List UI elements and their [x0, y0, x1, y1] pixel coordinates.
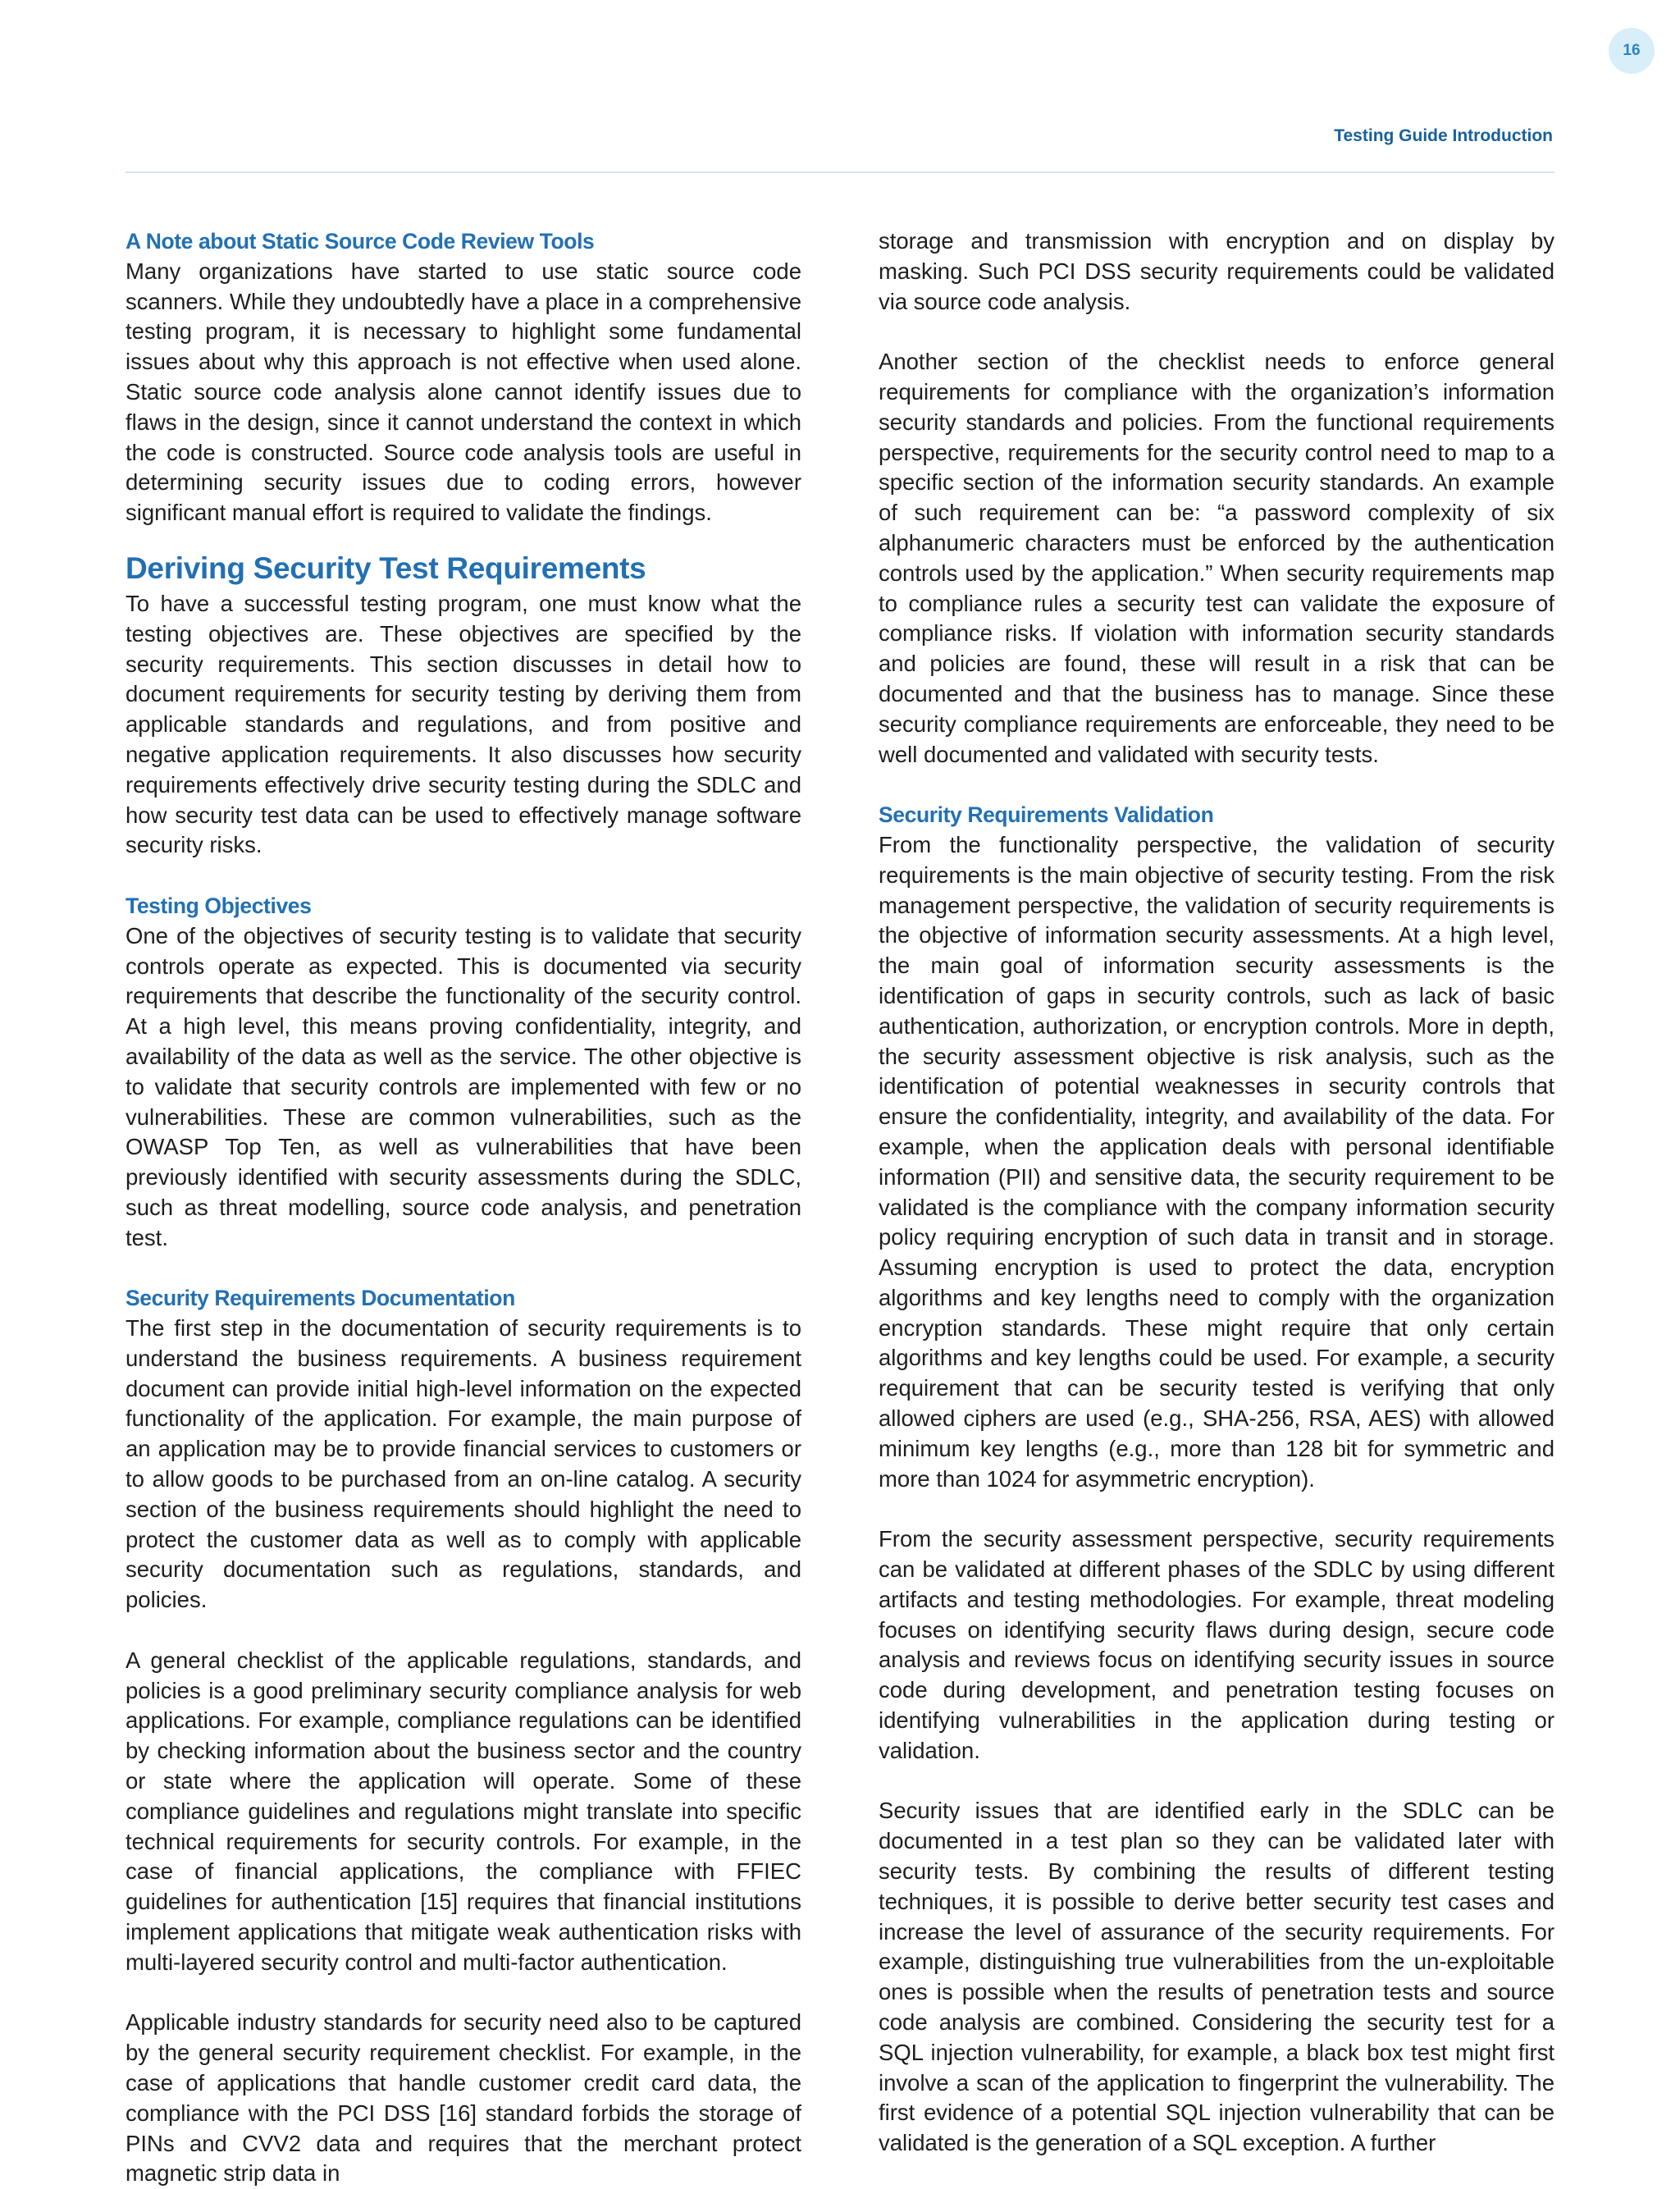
left-column — [126, 226, 801, 2189]
validation-paragraph-3: Security issues that are identified early in the SDLC can be documented in a test plan so they can be validated later with security tests. By combining the results of different testing techniques, it is possible to derive better security test cases and increase the level of assurance of the security requirements. For example, distinguishing true vulnerabilities from the un-exploitable ones is possible when the results of penetration tests and source code analysis are combined. Considering the security test for a SQL injection vulnerability, for example, a black box test might first involve a scan of the application to fingerprint the vulnerability. The first evidence of a potential SQL injection vulnerability that can be validated is the generation of a SQL exception. A further — [879, 1798, 1554, 2156]
continued-paragraph-1: storage and transmission with encryption and on display by masking. Such PCI DSS security requirements could be validated via source code analysis. — [879, 228, 1554, 314]
page-number-badge: 16 — [1609, 28, 1655, 74]
documentation-paragraph-2: A general checklist of the applicable regulations, standards, and policies is a good preliminary security compliance analysis for web applications. For example, compliance regulations can be identified by checking information about the business sector and the country or state where the application will operate. Some of these compliance guidelines and regulations might translate into specific technical requirements for security controls. For example, in the case of financial applications, the compliance with FFIEC guidelines for authentication [15] requires that financial institutions implement applications that mitigate weak authentication risks with multi-layered security control and multi-factor authentication. — [126, 1647, 801, 1975]
running-head: Testing Guide Introduction — [1334, 126, 1553, 145]
deriving-paragraph: To have a successful testing program, one must know what the testing objectives are. These objectives are specified by the security requirements. This section discusses in detail how to document requirements for security testing by deriving them from applicable standards and regulations, and from positive and negative application requirements. It also discusses how security requirements effectively drive security testing during the SDLC and how security test data can be used to effectively manage software security risks. — [126, 590, 801, 858]
header-divider — [126, 171, 1554, 173]
validation-heading: Security Requirements Validation — [879, 802, 1214, 828]
deriving-heading: Deriving Security Test Requirements — [126, 551, 646, 585]
objectives-paragraph: One of the objectives of security testing is to validate that security controls operate as expected. This is documented via security requirements that describe the functionality of the security control. At a high level, this means proving confidentiality, integrity, and availability of the data as well as the service. The other objective is to validate that security controls are implemented with few or no vulnerabilities. These are common vulnerabilities, such as the OWASP Top Ten, as well as vulnerabilities that have been previously identified with security assessments during the SDLC, such as threat modelling, source code analysis, and penetration test. — [126, 922, 801, 1250]
right-column — [879, 226, 1554, 2159]
static-tools-heading: A Note about Static Source Code Review Tools — [126, 229, 595, 254]
validation-paragraph-1: From the functionality perspective, the validation of security requirements is the main objective of security testing. From the risk management perspective, the validation of security requirements is the objective of information security assessments. At a high level, the main goal of information security assessments is the identification of gaps in security controls, such as lack of basic authentication, authorization, or encryption controls. More in depth, the security assessment objective is risk analysis, such as the identification of potential weaknesses in security controls that ensure the confidentiality, integrity, and availability of the data. For example, when the application deals with personal identifiable information (PII) and sensitive data, the security requirement to be validated is the compliance with the company information security policy requiring encryption of such data in transit and in storage. Assuming encryption is used to protect the data, encryption algorithms and key lengths need to comply with the organization encryption standards. These might require that only certain algorithms and key lengths could be used. For example, a security requirement that can be security tested is verifying that only allowed ciphers are used (e.g., SHA-256, RSA, AES) with allowed minimum key lengths (e.g., more than 128 bit for symmetric and more than 1024 for asymmetric encryption). — [879, 831, 1554, 1492]
documentation-paragraph-1: The first step in the documentation of security requirements is to understand the business requirements. A business requirement document can provide initial high-level information on the expected functionality of the application. For example, the main purpose of an application may be to provide financial services to customers or to allow goods to be purchased from an on-line catalog. A security section of the business requirements should highlight the need to protect the customer data as well as to comply with applicable security documentation such as regulations, standards, and policies. — [126, 1315, 801, 1613]
documentation-paragraph-3: Applicable industry standards for security need also to be captured by the general security requirement checklist. For example, in the case of applications that handle customer credit card data, the compliance with the PCI DSS [16] standard forbids the storage of PINs and CVV2 data and requires that the merchant protect magnetic strip data in — [126, 2009, 801, 2187]
documentation-heading: Security Requirements Documentation — [126, 1286, 515, 1311]
continued-paragraph-2: Another section of the checklist needs to enforce general requirements for compliance with the organization’s information security standards and policies. From the functional requirements perspective, requirements for the security control need to map to a specific section of the information security standards. An example of such requirement can be: “a password complexity of six alphanumeric characters must be enforced by the authentication controls used by the application.” When security requirements map to compliance rules a security test can validate the exposure of compliance risks. If violation with information security standards and policies are found, these will result in a risk that can be documented and that the business has to manage. Since these security compliance requirements are enforceable, they need to be well documented and validated with security tests. — [879, 349, 1554, 767]
validation-paragraph-2: From the security assessment perspective, security requirements can be validated at different phases of the SDLC by using different artifacts and testing methodologies. For example, threat modeling focuses on identifying security flaws during design, secure code analysis and reviews focus on identifying security issues in source code during development, and penetration testing focuses on identifying vulnerabilities in the application during testing or validation. — [879, 1526, 1554, 1763]
static-tools-paragraph: Many organizations have started to use static source code scanners. While they undoubtedly have a place in a comprehensive testing program, it is necessary to highlight some fundamental issues about why this approach is not effective when used alone. Static source code analysis alone cannot identify issues due to flaws in the design, since it cannot understand the context in which the code is constructed. Source code analysis tools are useful in determining security issues due to coding errors, however significant manual effort is required to validate the findings. — [126, 258, 801, 526]
objectives-heading: Testing Objectives — [126, 893, 312, 918]
